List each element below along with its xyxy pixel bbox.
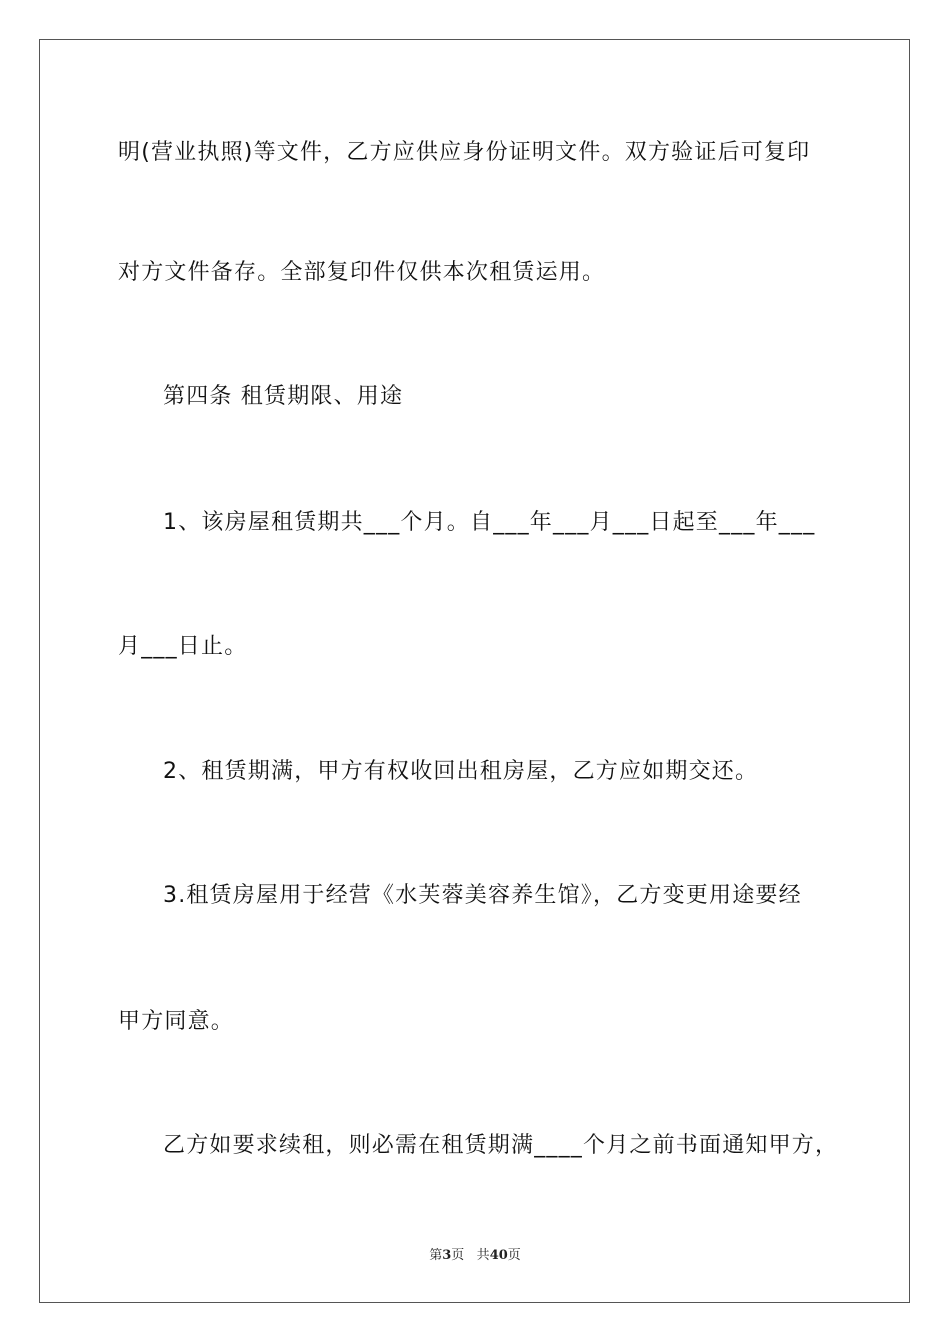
footer-page-suffix: 页: [451, 1248, 465, 1263]
renewal-paragraph: 乙方如要求续租，则必需在租赁期满____个月之前书面通知甲方，: [163, 1133, 839, 1158]
clause-2: 2、租赁期满，甲方有权收回出租房屋，乙方应如期交还。: [163, 759, 759, 784]
page-footer: [0, 1247, 950, 1265]
clause-3-line-1: 3.租赁房屋用于经营《水芙蓉美容养生馆》，乙方变更用途要经: [163, 883, 802, 908]
footer-total-pages: 40: [489, 1248, 508, 1263]
body-line-1: 明(营业执照)等文件，乙方应供应身份证明文件。双方验证后可复印: [118, 140, 811, 165]
clause-1-line-1: 1、该房屋租赁期共___个月。自___年___月___日起至___年___: [163, 510, 816, 535]
footer-page-number: 3: [442, 1248, 452, 1263]
body-line-2: 对方文件备存。全部复印件仅供本次租赁运用。: [118, 260, 606, 285]
footer-total-prefix: 共: [476, 1248, 490, 1263]
page-frame: [39, 39, 910, 1303]
footer-total-suffix: 页: [507, 1248, 521, 1263]
clause-3-line-2: 甲方同意。: [118, 1009, 235, 1034]
footer-page-prefix: 第: [429, 1248, 443, 1263]
article-heading: 第四条 租赁期限、用途: [163, 384, 404, 409]
clause-1-line-2: 月___日止。: [118, 634, 248, 659]
